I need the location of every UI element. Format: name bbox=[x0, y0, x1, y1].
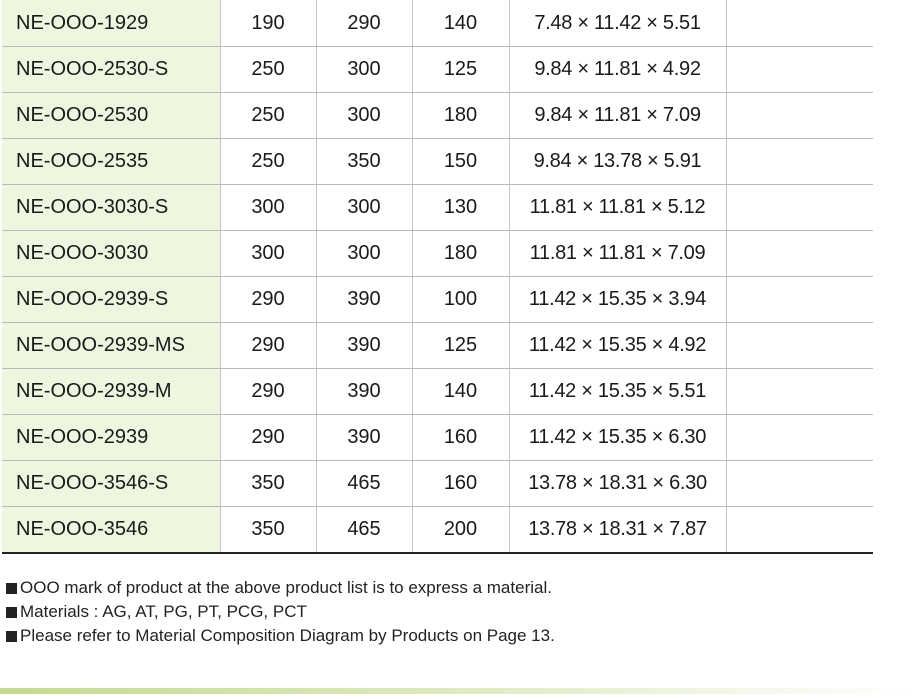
length-mm-cell: 465 bbox=[316, 507, 412, 554]
note-item bbox=[6, 600, 555, 624]
length-mm-cell: 390 bbox=[316, 369, 412, 415]
inch-dimensions-cell: 9.84 × 13.78 × 5.91 bbox=[509, 139, 726, 185]
model-cell: NE-OOO-2939-S bbox=[2, 277, 220, 323]
model-cell: NE-OOO-1929 bbox=[2, 0, 220, 47]
model-cell: NE-OOO-2939-M bbox=[2, 369, 220, 415]
empty-cell bbox=[726, 507, 873, 554]
length-mm-cell: 300 bbox=[316, 185, 412, 231]
length-mm-cell: 465 bbox=[316, 461, 412, 507]
empty-cell bbox=[726, 277, 873, 323]
width-mm-cell: 190 bbox=[220, 0, 316, 47]
width-mm-cell: 250 bbox=[220, 47, 316, 93]
square-bullet-icon bbox=[6, 631, 17, 642]
square-bullet-icon bbox=[6, 607, 17, 618]
table-row bbox=[2, 93, 873, 139]
table-row bbox=[2, 369, 873, 415]
length-mm-cell: 390 bbox=[316, 323, 412, 369]
empty-cell bbox=[726, 415, 873, 461]
empty-cell bbox=[726, 139, 873, 185]
model-cell: NE-OOO-2530 bbox=[2, 93, 220, 139]
table-row bbox=[2, 461, 873, 507]
width-mm-cell: 300 bbox=[220, 231, 316, 277]
empty-cell bbox=[726, 185, 873, 231]
model-cell: NE-OOO-2939-MS bbox=[2, 323, 220, 369]
inch-dimensions-cell: 11.81 × 11.81 × 7.09 bbox=[509, 231, 726, 277]
inch-dimensions-cell: 9.84 × 11.81 × 7.09 bbox=[509, 93, 726, 139]
product-spec-table-body bbox=[2, 0, 873, 553]
note-item bbox=[6, 576, 555, 600]
width-mm-cell: 250 bbox=[220, 93, 316, 139]
height-mm-cell: 200 bbox=[412, 507, 509, 554]
table-row bbox=[2, 507, 873, 554]
empty-cell bbox=[726, 231, 873, 277]
model-cell: NE-OOO-3030-S bbox=[2, 185, 220, 231]
length-mm-cell: 390 bbox=[316, 277, 412, 323]
length-mm-cell: 300 bbox=[316, 47, 412, 93]
model-cell: NE-OOO-3030 bbox=[2, 231, 220, 277]
height-mm-cell: 130 bbox=[412, 185, 509, 231]
height-mm-cell: 140 bbox=[412, 369, 509, 415]
table-row bbox=[2, 277, 873, 323]
height-mm-cell: 180 bbox=[412, 93, 509, 139]
note-text: OOO mark of product at the above product list is to express a material. bbox=[20, 578, 552, 597]
inch-dimensions-cell: 9.84 × 11.81 × 4.92 bbox=[509, 47, 726, 93]
width-mm-cell: 350 bbox=[220, 461, 316, 507]
table-row bbox=[2, 323, 873, 369]
empty-cell bbox=[726, 93, 873, 139]
length-mm-cell: 300 bbox=[316, 93, 412, 139]
length-mm-cell: 300 bbox=[316, 231, 412, 277]
length-mm-cell: 350 bbox=[316, 139, 412, 185]
table-row bbox=[2, 0, 873, 47]
height-mm-cell: 100 bbox=[412, 277, 509, 323]
table-row bbox=[2, 185, 873, 231]
width-mm-cell: 250 bbox=[220, 139, 316, 185]
inch-dimensions-cell: 7.48 × 11.42 × 5.51 bbox=[509, 0, 726, 47]
height-mm-cell: 150 bbox=[412, 139, 509, 185]
model-cell: NE-OOO-2535 bbox=[2, 139, 220, 185]
height-mm-cell: 180 bbox=[412, 231, 509, 277]
note-item bbox=[6, 624, 555, 648]
empty-cell bbox=[726, 323, 873, 369]
table-row bbox=[2, 139, 873, 185]
width-mm-cell: 300 bbox=[220, 185, 316, 231]
width-mm-cell: 290 bbox=[220, 277, 316, 323]
inch-dimensions-cell: 11.42 × 15.35 × 5.51 bbox=[509, 369, 726, 415]
square-bullet-icon bbox=[6, 583, 17, 594]
height-mm-cell: 160 bbox=[412, 461, 509, 507]
height-mm-cell: 125 bbox=[412, 47, 509, 93]
height-mm-cell: 140 bbox=[412, 0, 509, 47]
model-cell: NE-OOO-3546 bbox=[2, 507, 220, 554]
model-cell: NE-OOO-3546-S bbox=[2, 461, 220, 507]
inch-dimensions-cell: 13.78 × 18.31 × 6.30 bbox=[509, 461, 726, 507]
table-row bbox=[2, 47, 873, 93]
empty-cell bbox=[726, 369, 873, 415]
model-cell: NE-OOO-2939 bbox=[2, 415, 220, 461]
height-mm-cell: 125 bbox=[412, 323, 509, 369]
inch-dimensions-cell: 11.42 × 15.35 × 4.92 bbox=[509, 323, 726, 369]
notes-list bbox=[6, 576, 555, 648]
inch-dimensions-cell: 11.81 × 11.81 × 5.12 bbox=[509, 185, 726, 231]
table-row bbox=[2, 415, 873, 461]
inch-dimensions-cell: 11.42 × 15.35 × 6.30 bbox=[509, 415, 726, 461]
empty-cell bbox=[726, 461, 873, 507]
table-row bbox=[2, 231, 873, 277]
footer-divider-bar bbox=[0, 688, 912, 694]
empty-cell bbox=[726, 47, 873, 93]
empty-cell bbox=[726, 0, 873, 47]
note-text: Please refer to Material Composition Diagram by Products on Page 13. bbox=[20, 626, 555, 645]
height-mm-cell: 160 bbox=[412, 415, 509, 461]
inch-dimensions-cell: 13.78 × 18.31 × 7.87 bbox=[509, 507, 726, 554]
width-mm-cell: 290 bbox=[220, 323, 316, 369]
length-mm-cell: 290 bbox=[316, 0, 412, 47]
length-mm-cell: 390 bbox=[316, 415, 412, 461]
model-cell: NE-OOO-2530-S bbox=[2, 47, 220, 93]
width-mm-cell: 290 bbox=[220, 369, 316, 415]
width-mm-cell: 290 bbox=[220, 415, 316, 461]
inch-dimensions-cell: 11.42 × 15.35 × 3.94 bbox=[509, 277, 726, 323]
product-spec-table bbox=[2, 0, 873, 554]
note-text: Materials : AG, AT, PG, PT, PCG, PCT bbox=[20, 602, 307, 621]
width-mm-cell: 350 bbox=[220, 507, 316, 554]
